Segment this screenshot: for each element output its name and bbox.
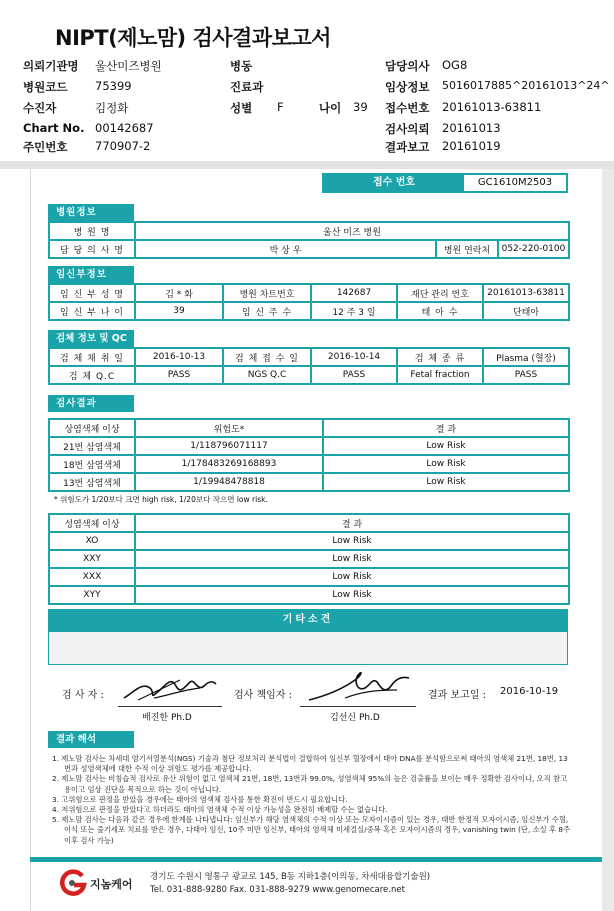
gestation-weeks-label: 임 신 주 수: [223, 302, 311, 320]
chart-no-value: 142687: [311, 284, 397, 302]
chart-label: Chart No.: [23, 121, 85, 135]
hospital-doctor-value: 박 상 우: [135, 240, 436, 258]
foundation-no-label: 재단 관리 번호: [397, 284, 483, 302]
collect-date-value: 2016-10-13: [135, 348, 223, 366]
interpretation-heading: 결과 해석: [48, 731, 134, 748]
sex-value: F: [277, 100, 284, 114]
fetus-count-label: 태 아 수: [397, 302, 483, 320]
sheet-edge: [602, 169, 614, 911]
request-value: 20161013: [442, 121, 501, 135]
autosome-results-table: [48, 418, 570, 492]
autosome-risk: 1/118796071117: [135, 437, 323, 455]
table-row: [49, 437, 569, 455]
autosome-result: Low Risk: [323, 455, 569, 473]
table-row: [49, 455, 569, 473]
specimen-type-value: Plasma (혈장): [483, 348, 569, 366]
list-item: 4. 저위험으로 판정을 받았다고 하더라도 태아의 염색체 수적 이상 가능성을 완전히 배제할 수는 없습니다.: [52, 805, 388, 815]
receive-date-value: 2016-10-14: [311, 348, 397, 366]
hospital-contact-value: 052-220-0100: [498, 240, 569, 258]
list-item: 5. 제노맘 검사는 다음과 같은 경우에 한계를 나타냅니다: 임신부가 해당 염색체의 수적 이상 또는 모자이시즘이 있는 경우, 태반 한정적 모자이시즘, 임신부가 수혈, 이식 또는 줄기세포 치료를 받은 경우, 다태아 임신, 10주 미만 임신부, 태아의 염색체 미세결실/중복 혹은 모자이시즘의 경우, vanishing twin (단, 소실 후 8주 이후 검사 가능): [52, 815, 571, 845]
pregnancy-info-table: [48, 283, 570, 321]
hospital-value: 울산미즈병원: [95, 59, 162, 73]
sex-header-name: 성염색체 이상: [49, 514, 135, 532]
pregnant-name-label: 임 신 부 성 명: [49, 284, 135, 302]
sex-result: Low Risk: [135, 586, 569, 604]
autosome-header-name: 상염색체 이상: [49, 419, 135, 437]
autosome-result: Low Risk: [323, 437, 569, 455]
autosome-result: Low Risk: [323, 473, 569, 491]
specimen-qc-value: PASS: [135, 366, 223, 384]
table-row: [49, 532, 569, 550]
collect-date-label: 검 체 채 취 일: [49, 348, 135, 366]
specimen-qc-label: 검 체 Q.C: [49, 366, 135, 384]
chart-no-label: 병원 차트번호: [223, 284, 311, 302]
tester-name: 배진한 Ph.D: [142, 713, 192, 723]
header-divider: [0, 161, 614, 169]
footer-contact: Tel. 031-888-9280 Fax. 031-888-9279 www.genomecare.net: [150, 885, 405, 895]
idnum-label: 주민번호: [23, 140, 68, 154]
sheet-margin: [0, 169, 30, 911]
pregnant-name-value: 김 * 화: [135, 284, 223, 302]
report-value: 20161019: [442, 139, 501, 153]
results-heading: 검사결과: [48, 395, 134, 412]
pregnant-age-label: 임 신 부 나 이: [49, 302, 135, 320]
ngs-qc-value: PASS: [311, 366, 397, 384]
idnum-value: 770907-2: [95, 139, 151, 153]
report-date-value: 2016-10-19: [500, 686, 559, 697]
sex-name: XXX: [49, 568, 135, 586]
sex-result: Low Risk: [135, 550, 569, 568]
hospcode-label: 병원코드: [23, 80, 68, 94]
tester-label: 검 사 자 :: [62, 690, 104, 701]
autosome-name: 21번 삼염색체: [49, 437, 135, 455]
table-row: [49, 586, 569, 604]
footer-brand: 지놈케어: [90, 878, 133, 891]
fetal-fraction-label: Fetal fraction: [397, 366, 483, 384]
interpretation-list: [52, 754, 572, 846]
pregnant-age-value: 39: [135, 302, 223, 320]
autosome-risk: 1/19948478818: [135, 473, 323, 491]
sex-result: Low Risk: [135, 568, 569, 586]
chart-value: 00142687: [95, 121, 154, 135]
autosome-name: 18번 삼염색체: [49, 455, 135, 473]
receipt-bar: [322, 173, 568, 193]
receive-date-label: 검 체 접 수 일: [223, 348, 311, 366]
sex-name: XXY: [49, 550, 135, 568]
receipt-value: 20161013-63811: [442, 100, 542, 114]
gestation-weeks-value: 12 주 3 일: [311, 302, 397, 320]
receipt-label: 접수번호: [385, 101, 430, 115]
foundation-no-value: 20161013-63811: [483, 284, 569, 302]
dept-label: 진료과: [230, 80, 264, 94]
ward-label: 병동: [230, 59, 253, 73]
specimen-type-label: 검 체 종 류: [397, 348, 483, 366]
hospital-doctor-label: 담 당 의 사 명: [49, 240, 135, 258]
hospital-contact-label: 병원 연락처: [436, 240, 498, 258]
tester-signature: [120, 668, 220, 706]
misc-comments-box: [48, 631, 568, 665]
hospcode-value: 75399: [95, 79, 132, 93]
hospital-info-table: [48, 221, 570, 259]
clinical-label: 임상정보: [385, 80, 430, 94]
fetal-fraction-value: PASS: [483, 366, 569, 384]
autosome-name: 13번 삼염색체: [49, 473, 135, 491]
doctor-label: 담당의사: [385, 59, 430, 73]
report-date-label: 결과 보고일 :: [428, 690, 487, 701]
report-label: 결과보고: [385, 140, 430, 154]
hospital-info-heading: 병원정보: [48, 204, 134, 221]
responsible-name: 김선신 Ph.D: [330, 713, 380, 723]
autosome-risk: 1/178483269168893: [135, 455, 323, 473]
table-row: [49, 550, 569, 568]
hospital-name-label: 병 원 명: [49, 222, 135, 240]
responsible-label: 검사 책임자 :: [234, 690, 293, 701]
sex-label: 성별: [230, 101, 253, 115]
pregnancy-info-heading: 임신부정보: [48, 266, 134, 283]
genomecare-logo-icon: [58, 868, 88, 898]
responsible-signature: [305, 666, 415, 706]
patient-value: 김정화: [95, 101, 129, 115]
request-label: 검사의뢰: [385, 122, 430, 136]
list-item: 2. 제노맘 검사는 비침습적 검사로 유산 위험이 없고 염색체 21번, 18번, 13번과 99.0%, 성염색체 95%의 높은 검출률을 보이는 매우 정확한 검사이나, 오직 참고용이고 임상 진단을 목적으로 하는 것이 아닙니다.: [52, 774, 568, 794]
sex-name: XYY: [49, 586, 135, 604]
autosome-header-result: 결 과: [323, 419, 569, 437]
receipt-bar-label: 접수 번호: [324, 175, 464, 191]
sex-header-result: 결 과: [135, 514, 569, 532]
sex-chromosome-table: [48, 513, 570, 605]
clinical-value: 5016017885^20161013^24^: [442, 79, 610, 92]
page-title: NIPT(제노맘) 검사결과보고서: [55, 26, 331, 50]
sex-result: Low Risk: [135, 532, 569, 550]
footer-address: 경기도 수원시 영통구 광교로 145, B동 지하1층(이의동, 차세대융합기술원): [150, 872, 431, 882]
list-item: 1. 제노맘 검사는 차세대 염기서열분석(NGS) 기술과 첨단 정보처리 분석법이 결합하여 임신부 혈장에서 태아 DNA를 분석함으로써 태아의 염색체 21번, 18번, 13번과 성염색체에 대한 수적 이상 위험도 평가를 제공합니다.: [52, 754, 568, 774]
hospital-label: 의뢰기관명: [23, 59, 79, 73]
ngs-qc-label: NGS Q.C: [223, 366, 311, 384]
hospital-name-value: 울산 미즈 병원: [135, 222, 569, 240]
risk-footnote: * 위험도가 1/20보다 크면 high risk, 1/20보다 작으면 low risk.: [54, 495, 268, 504]
doctor-value: OG8: [442, 58, 468, 72]
responsible-signature-line: [300, 706, 416, 707]
sex-name: XO: [49, 532, 135, 550]
list-item: 3. 고위험으로 판정을 받았을 경우에는 태아의 염색체 검사를 통한 확진이 반드시 필요합니다.: [52, 794, 348, 804]
age-label: 나이: [319, 101, 342, 115]
specimen-info-table: [48, 347, 570, 385]
specimen-info-heading: 검체 정보 및 QC: [48, 330, 134, 347]
patient-label: 수진자: [23, 101, 57, 115]
table-row: [49, 473, 569, 491]
fetus-count-value: 단태아: [483, 302, 569, 320]
table-row: [49, 568, 569, 586]
footer-divider: [30, 857, 602, 862]
age-value: 39: [353, 100, 368, 114]
misc-comments-heading: 기타소견: [48, 609, 568, 631]
autosome-header-risk: 위험도*: [135, 419, 323, 437]
tester-signature-line: [118, 706, 222, 707]
receipt-bar-value: GC1610M2503: [477, 177, 553, 188]
